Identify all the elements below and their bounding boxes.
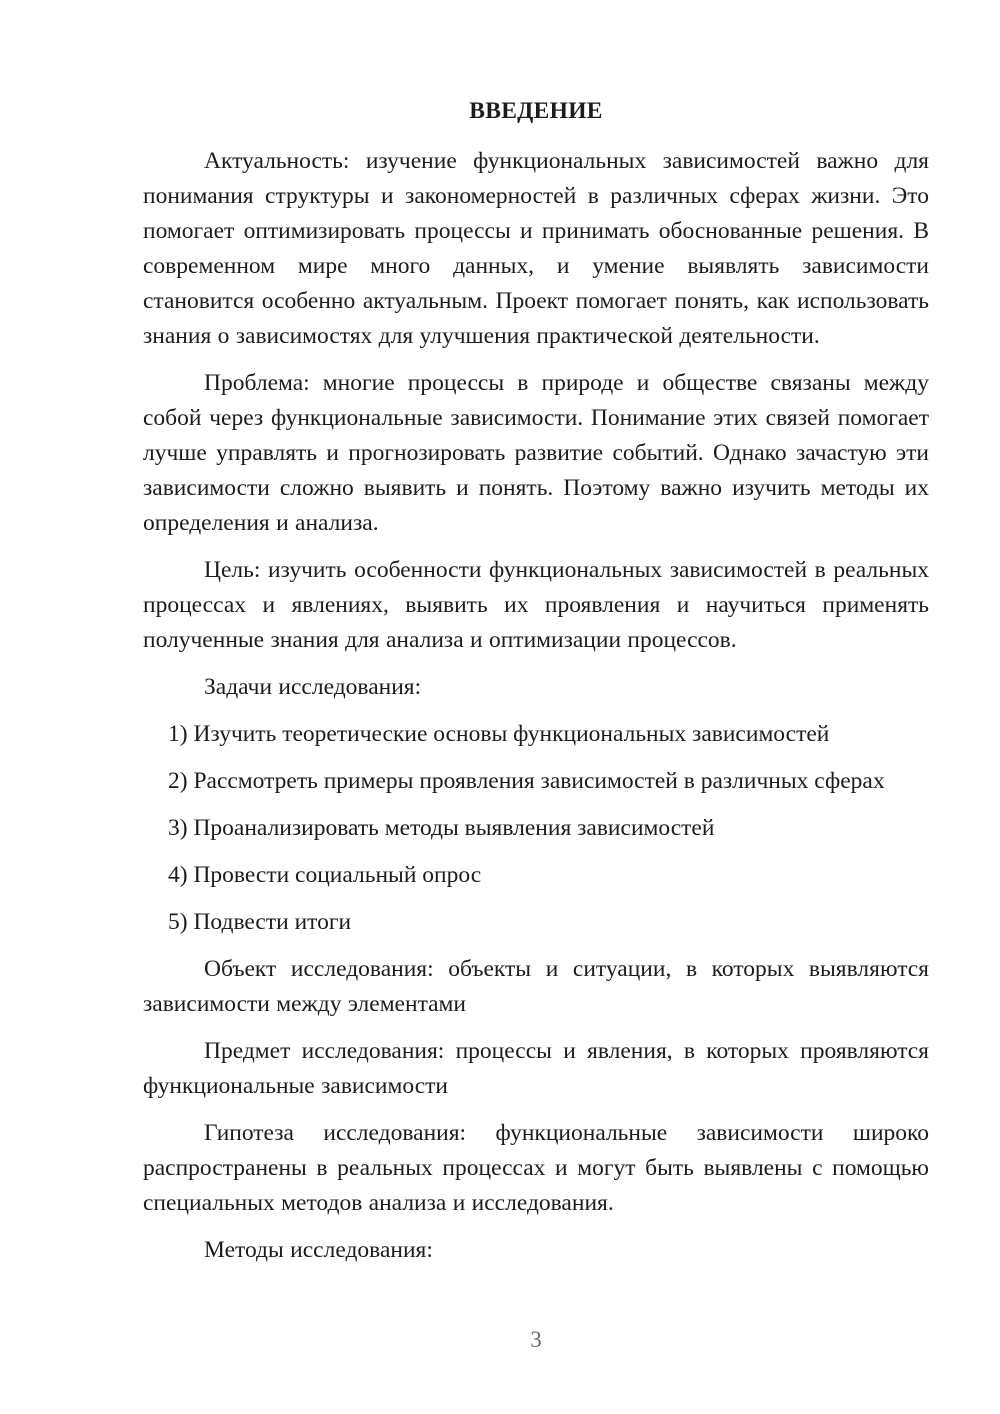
task-item-2: 2) Рассмотреть примеры проявления зависимостей в различных сферах [168, 768, 885, 794]
document-content [143, 94, 929, 1280]
paragraph-subject: Предмет исследования: процессы и явления, в которых проявляются функциональные зависимости [143, 1038, 929, 1099]
paragraph-hypothesis: Гипотеза исследования: функциональные зависимости широко распространены в реальных процессах и могут быть выявлены с помощью специальных методов анализа и исследования. [143, 1120, 929, 1216]
task-item-1: 1) Изучить теоретические основы функциональных зависимостей [168, 721, 830, 747]
methods-heading: Методы исследования: [204, 1237, 433, 1263]
task-item-3: 3) Проанализировать методы выявления зависимостей [168, 815, 715, 841]
tasks-heading: Задачи исследования: [204, 674, 422, 700]
paragraph-goal: Цель: изучить особенности функциональных зависимостей в реальных процессах и явлениях, выявить их проявления и научиться применять полученные знания для анализа и оптимизации процессов. [143, 557, 929, 653]
paragraph-relevance: Актуальность: изучение функциональных зависимостей важно для понимания структуры и закономерностей в различных сферах жизни. Это помогает оптимизировать процессы и принимать обоснованные решения. В современном мире много данных, и умение выявлять зависимости становится особенно актуальным. Проект помогает понять, как использовать знания о зависимостях для улучшения практической деятельности. [143, 148, 929, 349]
paragraph-object: Объект исследования: объекты и ситуации, в которых выявляются зависимости между элементами [143, 956, 929, 1017]
task-item-5: 5) Подвести итоги [168, 909, 352, 935]
page-title: ВВЕДЕНИЕ [469, 98, 603, 124]
paragraph-problem: Проблема: многие процессы в природе и обществе связаны между собой через функциональные зависимости. Понимание этих связей помогает лучше управлять и прогнозировать развитие событий. Однако зачастую эти зависимости сложно выявить и понять. Поэтому важно изучить методы их определения и анализа. [143, 370, 929, 536]
page-number: 3 [530, 1327, 542, 1352]
page-footer [143, 1325, 929, 1355]
task-item-4: 4) Провести социальный опрос [168, 862, 482, 888]
task-list [143, 717, 929, 940]
